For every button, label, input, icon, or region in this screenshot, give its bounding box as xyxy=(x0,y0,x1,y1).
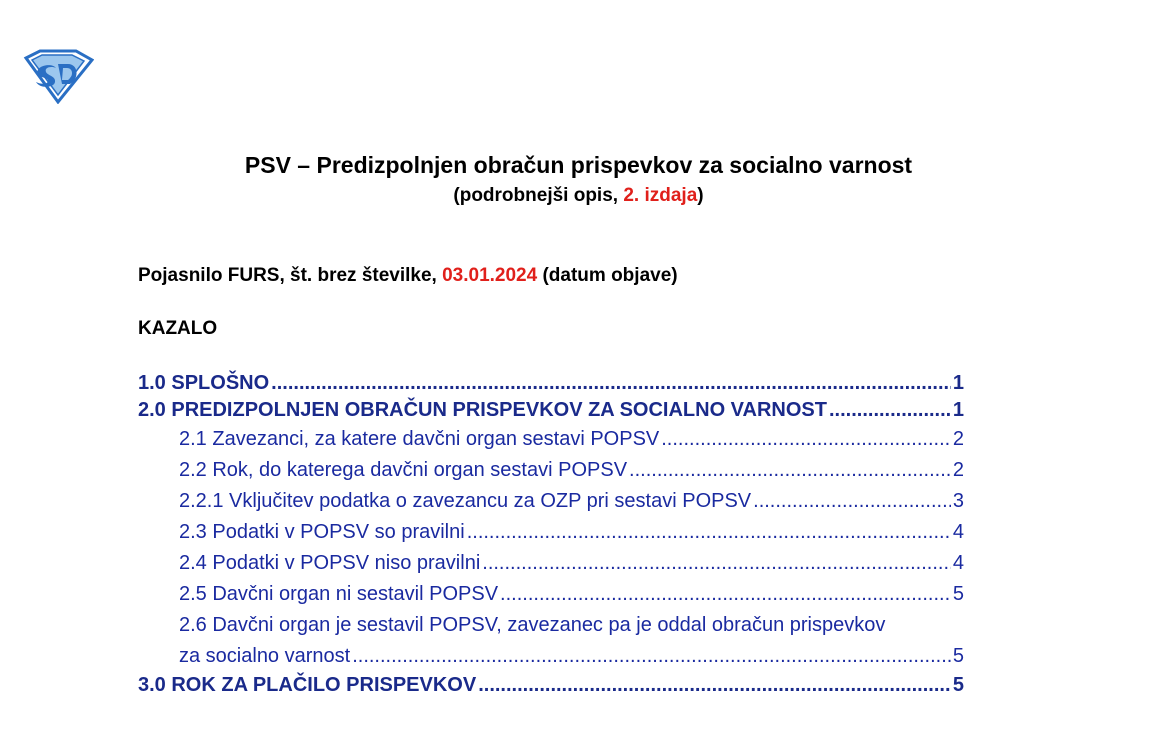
toc-entry-title: 2.3 Podatki v POPSV so pravilni xyxy=(179,521,465,543)
toc-entry-title: 3.0 ROK ZA PLAČILO PRISPEVKOV xyxy=(138,674,477,696)
subtitle-close: ) xyxy=(697,185,704,206)
toc-entry[interactable] xyxy=(138,672,964,699)
toc-entry-title: 2.4 Podatki v POPSV niso pravilni xyxy=(179,552,481,574)
toc-entry[interactable] xyxy=(138,641,964,672)
notice-prefix: Pojasnilo FURS, št. brez številke, xyxy=(138,265,443,286)
toc-leader-dots xyxy=(753,486,951,517)
toc-entry-page: 5 xyxy=(952,583,964,605)
toc-entry-page: 5 xyxy=(952,645,964,667)
edition-label: 2. izdaja xyxy=(623,185,698,206)
toc-entry-page: 1 xyxy=(952,372,964,394)
toc-entry-title: 2.2 Rok, do katerega davčni organ sestavi POPSV xyxy=(179,459,628,481)
toc-entry-title: 2.6 Davčni organ je sestavil POPSV, zavezanec pa je oddal obračun prispevkov xyxy=(179,614,886,636)
toc-leader-dots xyxy=(500,579,951,610)
toc-entry-title: 1.0 SPLOŠNO xyxy=(138,372,270,394)
toc-entry-page: 3 xyxy=(952,490,964,512)
toc-entry[interactable] xyxy=(138,548,964,579)
toc-entry-title: 2.2.1 Vključitev podatka o zavezancu za OZP pri sestavi POPSV xyxy=(179,490,752,512)
toc-entry[interactable] xyxy=(138,397,964,424)
toc-entry-page: 2 xyxy=(952,428,964,450)
toc-leader-dots xyxy=(467,517,951,548)
table-of-contents xyxy=(138,370,964,699)
toc-entry-title: za socialno varnost xyxy=(179,645,351,667)
toc-leader-dots xyxy=(482,548,951,579)
toc-leader-dots xyxy=(352,641,951,672)
toc-entry-page: 5 xyxy=(952,674,964,696)
toc-entry[interactable] xyxy=(138,370,964,397)
document-title: PSV – Predizpolnjen obračun prispevkov za socialno varnost xyxy=(244,152,913,178)
toc-entry[interactable] xyxy=(138,455,964,486)
toc-entry[interactable] xyxy=(138,486,964,517)
sd-shield-logo-icon xyxy=(22,48,94,104)
toc-entry[interactable] xyxy=(138,579,964,610)
toc-entry-title: 2.0 PREDIZPOLNJEN OBRAČUN PRISPEVKOV ZA SOCIALNO VARNOST xyxy=(138,399,827,421)
notice-line xyxy=(138,264,678,288)
toc-entry-first-line[interactable] xyxy=(138,610,1079,641)
toc-entry[interactable] xyxy=(138,517,964,548)
toc-leader-dots xyxy=(271,370,951,397)
toc-leader-dots xyxy=(478,672,951,699)
toc-entry-page: 4 xyxy=(952,521,964,543)
toc-entry-page: 4 xyxy=(952,552,964,574)
toc-entry[interactable] xyxy=(138,424,964,455)
toc-entry-page: 1 xyxy=(952,399,964,421)
toc-heading: KAZALO xyxy=(138,318,218,339)
notice-suffix: (datum objave) xyxy=(537,265,678,286)
toc-leader-dots xyxy=(661,424,951,455)
subtitle-open: (podrobnejši opis, xyxy=(453,185,624,206)
toc-entry-title: 2.5 Davčni organ ni sestavil POPSV xyxy=(179,583,499,605)
toc-entry-title: 2.1 Zavezanci, za katere davčni organ sestavi POPSV xyxy=(179,428,660,450)
toc-leader-dots xyxy=(629,455,951,486)
document-subtitle xyxy=(0,184,1157,208)
toc-entry-page: 2 xyxy=(952,459,964,481)
logo xyxy=(22,48,94,104)
publication-date: 03.01.2024 xyxy=(442,265,538,286)
toc-leader-dots xyxy=(829,397,951,424)
